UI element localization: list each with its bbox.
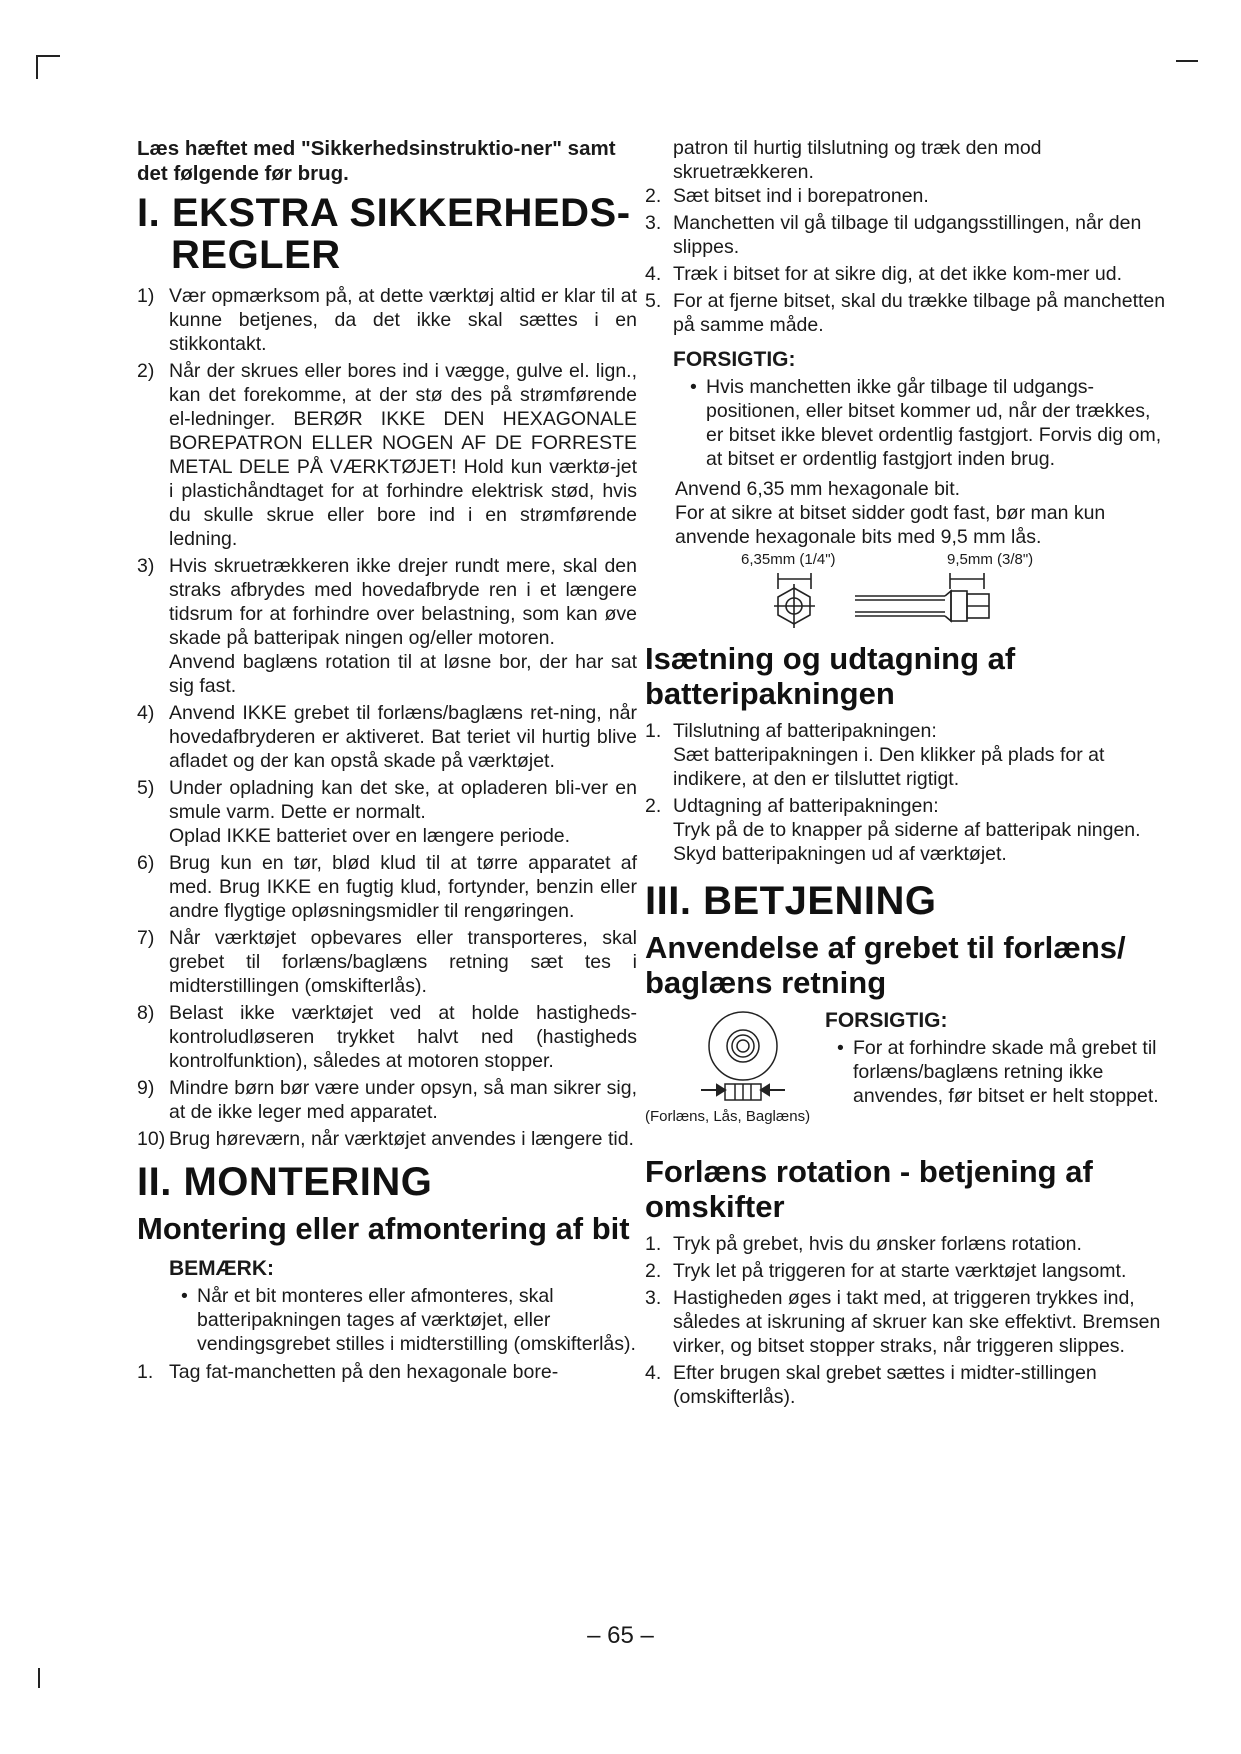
list-item: 2. Sæt bitset ind i borepatronen. — [645, 185, 929, 207]
direction-switch-icon — [673, 1008, 813, 1108]
note-bullet: • Når et bit monteres eller afmonteres, skal batteripakningen tages af værktøjet, eller vendingsgrebet stilles i midterstilling (omskifterlås). — [181, 1285, 636, 1355]
page-number: – 65 – — [587, 1622, 654, 1649]
list-item: 4. Træk i bitset for at sikre dig, at det ikke kom-mer ud. — [645, 263, 1123, 285]
safety-rules-list — [137, 284, 637, 1151]
caution-bullet: • Hvis manchetten ikke går tilbage til udgangs-positionen, eller bitset kommer ud, når der trækkes, er bitset ikke blevet ordentlig fastgjort. Forvis dig om, at bitset er ordentlig fastgjort inden brug. — [690, 376, 1162, 470]
rotation-steps-list — [645, 1232, 1167, 1409]
caution2-bullet: • For at forhindre skade må grebet til forlæns/baglæns retning ikke anvendes, før bitset er helt stoppet. — [837, 1037, 1159, 1107]
crop-mark-bottom-left-v — [38, 1668, 40, 1688]
note-label: BEMÆRK: — [169, 1257, 274, 1280]
list-item: 6) Brug kun en tør, blød klud til at tørre apparatet af med. Brug IKKE en fugtig klud, fortynder, benzin eller andre flygtige opløsningsmidler til rengøringen. — [137, 852, 637, 922]
list-item: 8) Belast ikke værktøjet ved at holde hastigheds-kontroludløseren trykket halvt ned (hastigheds kontrolfunktion), således at motoren stopper. — [137, 1002, 637, 1072]
battery-steps-list — [645, 719, 1167, 866]
caution2 — [825, 1008, 1165, 1108]
hex-bit-figure — [645, 551, 1167, 633]
left-column — [137, 136, 637, 1384]
list-item: 3. Hastigheden øges i takt med, at triggeren trykkes ind, således at iskruning af skruer kan ske effektivt. Bremsen virker, og bitset stopper straks, når triggeren slippes. — [645, 1287, 1161, 1357]
hex-bit-diagram — [645, 551, 1167, 633]
subtitle-mount-bit: Montering eller afmontering af bit — [137, 1211, 630, 1246]
section-title-mounting: II. MONTERING — [137, 1160, 433, 1204]
subtitle-battery: Isætning og udtagning af batteripakningen — [645, 641, 1016, 711]
crop-mark-top-right-h — [1176, 60, 1198, 62]
list-item: 1) Vær opmærksom på, at dette værktøj altid er klar til at kunne betjenes, da det ikke skal sættes i en stikkontakt. — [137, 285, 637, 355]
list-item: 3) Hvis skruetrækkeren ikke drejer rundt mere, skal den straks afbrydes med hovedafbryde ren i et længere tidsrum for at forhindre over belastning, som kan øve skade på batteripak ningen og/eller motoren. Anvend baglæns rotation til at løsne bor, der har sat sig fast. — [137, 555, 637, 697]
mount-step-1: 1. Tag fat-manchetten på den hexagonale bore- — [137, 1361, 559, 1383]
switch-caption: (Forlæns, Lås, Baglæns) — [645, 1108, 811, 1125]
list-item: 10) Brug høreværn, når værktøjet anvendes i længere tid. — [137, 1128, 634, 1150]
list-item: 7) Når værktøjet opbevares eller transporteres, skal grebet til forlæns/baglæns retning sæt tes i midterstillingen (omskifterlås). — [137, 927, 637, 997]
intro-text: Læs hæftet med "Sikkerhedsinstruktio-ner" samt det følgende før brug. — [137, 137, 616, 185]
crop-mark-top-left-v — [36, 55, 38, 79]
mount-step-1-continued: patron til hurtig tilslutning og træk den mod skruetrækkeren. — [673, 137, 1042, 183]
hex-bit-info-2: For at sikre at bitset sidder godt fast, bør man kun anvende hexagonale bits med 9,5 mm lås. — [675, 502, 1106, 548]
crop-mark-top-left-h — [36, 55, 60, 57]
caution-label: FORSIGTIG: — [673, 348, 796, 371]
fig-label-95: 9,5mm (3/8") — [947, 551, 1034, 568]
list-item: 1. Tryk på grebet, hvis du ønsker forlæns rotation. — [645, 1233, 1082, 1255]
section-title-safety: I. EKSTRA SIKKERHEDS- REGLER — [137, 191, 631, 277]
fig-label-635: 6,35mm (1/4") — [741, 551, 836, 568]
section-title-operation: III. BETJENING — [645, 879, 937, 923]
list-item: 2. Udtagning af batteripakningen: Tryk på de to knapper på siderne af batteripak ningen. Skyd batteripakningen ud af værktøjet. — [645, 795, 1141, 865]
list-item: 9) Mindre børn bør være under opsyn, så man sikrer sig, at de ikke leger med apparatet. — [137, 1077, 637, 1123]
list-item: 4) Anvend IKKE grebet til forlæns/baglæns ret-ning, når hovedafbryderen er aktiveret. Bat teriet vil hurtig blive afladet og der kan opstå skade på værktøjet. — [137, 702, 637, 772]
list-item: 3. Manchetten vil gå tilbage til udgangsstillingen, når den slippes. — [645, 212, 1142, 258]
caution2-label: FORSIGTIG: — [825, 1009, 948, 1032]
subtitle-direction-lever: Anvendelse af grebet til forlæns/ baglæns retning — [645, 930, 1126, 1000]
mount-steps-list — [645, 184, 1167, 337]
subtitle-forward-rotation: Forlæns rotation - betjening af omskifter — [645, 1154, 1093, 1224]
hex-bit-info-1: Anvend 6,35 mm hexagonale bit. — [675, 478, 961, 500]
list-item: 5) Under opladning kan det ske, at opladeren bli-ver en smule varm. Dette er normalt. Oplad IKKE batteriet over en længere periode. — [137, 777, 637, 847]
switch-caution-block — [645, 1008, 1167, 1148]
list-item: 4. Efter brugen skal grebet sættes i midter-stillingen (omskifterlås). — [645, 1362, 1097, 1408]
list-item: 2) Når der skrues eller bores ind i vægge, gulve el. lign., kan det forekomme, at der stø des på strømførende el-ledninger. BERØR IKKE DEN HEXAGONALE BOREPATRON ELLER NOGEN AF DE FORRESTE METAL DELE PÅ VÆRKTØJET! Hold kun værktø-jet i plastichåndtaget for at forhindre elektrisk stød, hvis du skulle skrue eller bore ind i en strømførende ledning. — [137, 360, 637, 550]
list-item: 1. Tilslutning af batteripakningen: Sæt batteripakningen i. Den klikker på plads for at indikere, at den er tilsluttet rigtigt. — [645, 720, 1105, 790]
list-item: 5. For at fjerne bitset, skal du trække tilbage på manchetten på samme måde. — [645, 290, 1166, 336]
right-column — [645, 136, 1167, 1412]
list-item: 2. Tryk let på triggeren for at starte værktøjet langsomt. — [645, 1260, 1127, 1282]
